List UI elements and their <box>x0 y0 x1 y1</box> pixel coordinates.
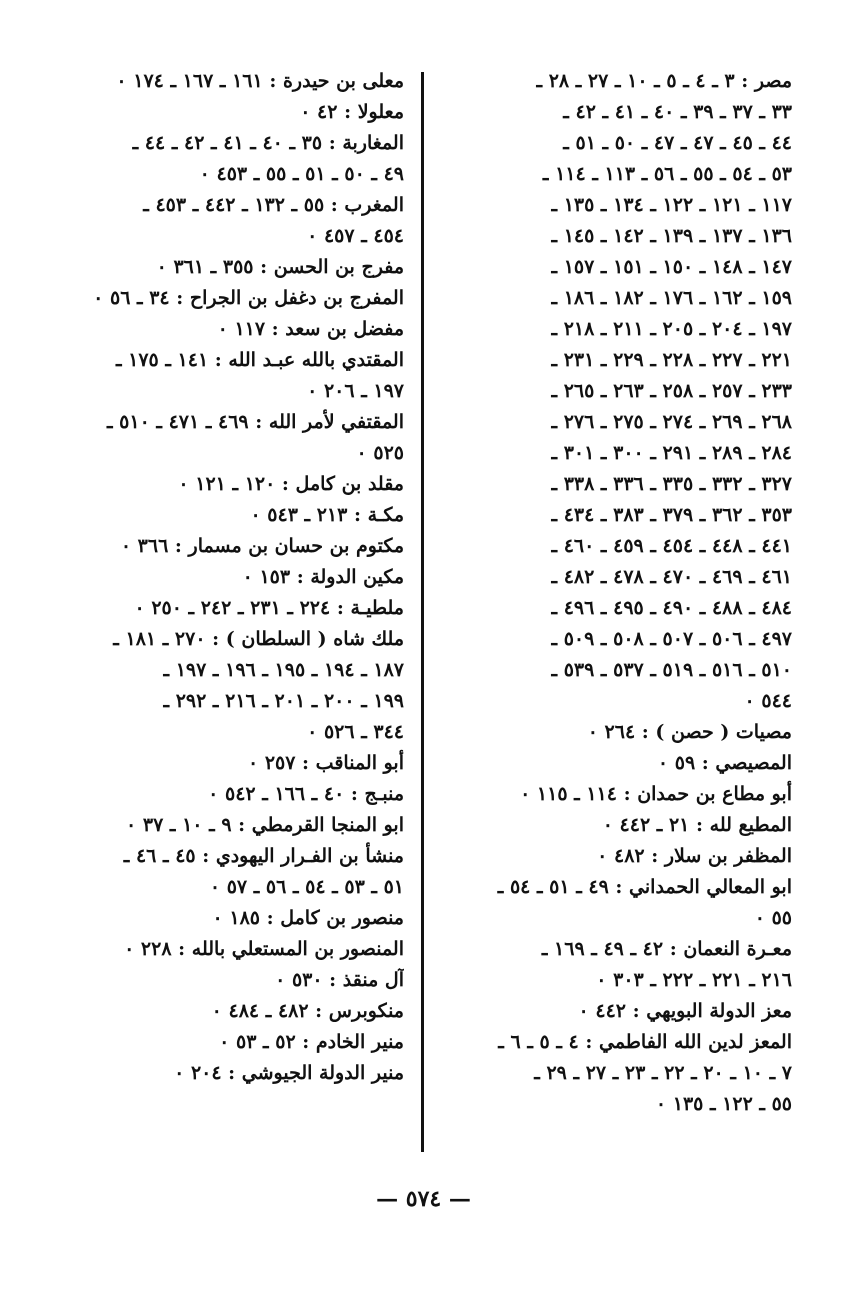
index-entry-line: ابو المعالي الحمداني : ٤٩ ـ ٥١ ـ ٥٤ ـ <box>497 876 792 898</box>
index-entry-line: مكين الدولة : ١٥٣ ٠ <box>242 566 404 588</box>
index-entry <box>48 190 404 252</box>
index-entry-line: منصور بن كامل : ١٨٥ ٠ <box>212 907 404 929</box>
index-entry <box>48 500 404 531</box>
index-entry <box>436 717 792 748</box>
index-entry <box>48 1027 404 1058</box>
index-entry <box>48 779 404 810</box>
index-entry-line: منير الدولة الجيوشي : ٢٠٤ ٠ <box>174 1062 404 1084</box>
index-entry <box>48 996 404 1027</box>
index-entry-line: مصر : ٣ ـ ٤ ـ ٥ ـ ١٠ ـ ٢٧ ـ ٢٨ ـ <box>536 70 792 92</box>
index-entry-line: مصيات ( حصن ) : ٢٦٤ ٠ <box>587 721 792 743</box>
index-entry <box>436 779 792 810</box>
index-entry-line: ٤٤١ ـ ٤٤٨ ـ ٤٥٤ ـ ٤٥٩ ـ ٤٦٠ ـ <box>551 535 792 557</box>
index-entry-line: أبو المناقب : ٢٥٧ ٠ <box>247 752 404 774</box>
index-entry-line: ١٤٧ ـ ١٤٨ ـ ١٥٠ ـ ١٥١ ـ ١٥٧ ـ <box>551 256 792 278</box>
index-entry-line: ٢٢١ ـ ٢٢٧ ـ ٢٢٨ ـ ٢٢٩ ـ ٢٣١ ـ <box>551 349 792 371</box>
index-entry <box>48 469 404 500</box>
index-entry <box>48 1058 404 1089</box>
index-entry-line: المقتفي لأمر الله : ٤٦٩ ـ ٤٧١ ـ ٥١٠ ـ <box>106 411 404 433</box>
index-entry-line: معـرة النعمان : ٤٢ ـ ٤٩ ـ ١٦٩ ـ <box>541 938 792 960</box>
index-entry <box>48 903 404 934</box>
index-entry <box>436 66 792 717</box>
index-entry-line: مكـة : ٢١٣ ـ ٥٤٣ ٠ <box>250 504 404 526</box>
index-entry-line: ١١٧ ـ ١٢١ ـ ١٢٢ ـ ١٣٤ ـ ١٣٥ ـ <box>551 194 792 216</box>
index-entry-line: مكتوم بن حسان بن مسمار : ٣٦٦ ٠ <box>120 535 404 557</box>
index-entry <box>48 97 404 128</box>
index-entry-line: المغرب : ٥٥ ـ ١٣٢ ـ ٤٤٢ ـ ٤٥٣ ـ <box>143 194 404 216</box>
index-column-left <box>48 66 404 1089</box>
index-entry-line: ٥٢٥ ٠ <box>356 442 404 464</box>
index-entry-line: آل منقذ : ٥٣٠ ٠ <box>275 969 404 991</box>
index-entry <box>48 314 404 345</box>
index-entry-line: ٢٨٤ ـ ٢٨٩ ـ ٢٩١ ـ ٣٠٠ ـ ٣٠١ ـ <box>551 442 792 464</box>
index-entry-line: ١٩٧ ـ ٢٠٤ ـ ٢٠٥ ـ ٢١١ ـ ٢١٨ ـ <box>551 318 792 340</box>
index-entry <box>48 128 404 190</box>
index-entry-line: المظفر بن سلار : ٤٨٢ ٠ <box>597 845 792 867</box>
index-entry-line: المغاربة : ٣٥ ـ ٤٠ ـ ٤١ ـ ٤٢ ـ ٤٤ ـ <box>132 132 404 154</box>
index-entry-line: ٥١٠ ـ ٥١٦ ـ ٥١٩ ـ ٥٣٧ ـ ٥٣٩ ـ <box>551 659 792 681</box>
index-entry-line: ملطيـة : ٢٢٤ ـ ٢٣١ ـ ٢٤٢ ـ ٢٥٠ ٠ <box>134 597 404 619</box>
index-entry <box>48 624 404 748</box>
index-entry-line: ٤٥٤ ـ ٤٥٧ ٠ <box>307 225 404 247</box>
index-entry-line: منبـج : ٤٠ ـ ١٦٦ ـ ٥٤٢ ٠ <box>208 783 404 805</box>
index-entry-line: المقتدي بالله عبـد الله : ١٤١ ـ ١٧٥ ـ <box>115 349 404 371</box>
index-entry-line: المعز لدين الله الفاطمي : ٤ ـ ٥ ـ ٦ ـ <box>498 1031 792 1053</box>
index-entry-line: ٥٥ ٠ <box>754 907 792 929</box>
index-entry-line: ٥٥ ـ ١٢٢ ـ ١٣٥ ٠ <box>655 1093 792 1115</box>
index-entry <box>436 996 792 1027</box>
index-entry <box>48 252 404 283</box>
index-entry-line: ٤٩ ـ ٥٠ ـ ٥١ ـ ٥٥ ـ ٤٥٣ ٠ <box>199 163 404 185</box>
index-entry <box>48 841 404 903</box>
index-entry <box>436 841 792 872</box>
index-entry-line: مقلد بن كامل : ١٢٠ ـ ١٢١ ٠ <box>178 473 404 495</box>
index-entry <box>48 965 404 996</box>
index-entry-line: المصيصي : ٥٩ ٠ <box>657 752 792 774</box>
index-entry <box>48 531 404 562</box>
index-entry-line: ملك شاه ( السلطان ) : ٢٧٠ ـ ١٨١ ـ <box>113 628 404 650</box>
index-entry-line: المفرج بن دغفل بن الجراح : ٣٤ ـ ٥٦ ٠ <box>93 287 404 309</box>
index-entry-line: معلى بن حيدرة : ١٦١ ـ ١٦٧ ـ ١٧٤ ٠ <box>116 70 404 92</box>
index-entry <box>436 1027 792 1120</box>
index-entry <box>48 748 404 779</box>
index-entry <box>436 934 792 996</box>
index-entry-line: ٧ ـ ١٠ ـ ٢٠ ـ ٢٢ ـ ٢٣ ـ ٢٧ ـ ٢٩ ـ <box>534 1062 792 1084</box>
index-entry-line: ٥١ ـ ٥٣ ـ ٥٤ ـ ٥٦ ـ ٥٧ ٠ <box>209 876 404 898</box>
index-entry <box>48 283 404 314</box>
index-entry-line: معز الدولة البويهي : ٤٤٢ ٠ <box>578 1000 792 1022</box>
index-entry-line: ٣٤٤ ـ ٥٢٦ ٠ <box>307 721 404 743</box>
index-entry-line: ٤٦١ ـ ٤٦٩ ـ ٤٧٠ ـ ٤٧٨ ـ ٤٨٢ ـ <box>551 566 792 588</box>
index-entry-line: المطيع لله : ٢١ ـ ٤٤٢ ٠ <box>602 814 792 836</box>
index-entry-line: منشأ بن الفـرار اليهودي : ٤٥ ـ ٤٦ ـ <box>123 845 404 867</box>
index-entry <box>48 407 404 469</box>
index-entry <box>436 748 792 779</box>
index-entry-line: ٥٣ ـ ٥٤ ـ ٥٥ ـ ٥٦ ـ ١١٣ ـ ١١٤ ـ <box>542 163 792 185</box>
page-number: — ٥٧٤ — <box>376 1186 471 1212</box>
index-entry-line: منير الخادم : ٥٢ ـ ٥٣ ٠ <box>219 1031 404 1053</box>
index-entry-line: ٣٣ ـ ٣٧ ـ ٣٩ ـ ٤٠ ـ ٤١ ـ ٤٢ ـ <box>563 101 792 123</box>
index-entry <box>48 593 404 624</box>
index-entry-line: مفرج بن الحسن : ٣٥٥ ـ ٣٦١ ٠ <box>156 256 404 278</box>
index-entry <box>48 562 404 593</box>
index-entry-line: أبو مطاع بن حمدان : ١١٤ ـ ١١٥ ٠ <box>520 783 792 805</box>
index-entry-line: ١٩٩ ـ ٢٠٠ ـ ٢٠١ ـ ٢١٦ ـ ٢٩٢ ـ <box>163 690 404 712</box>
index-entry <box>48 66 404 97</box>
index-entry-line: ٤٩٧ ـ ٥٠٦ ـ ٥٠٧ ـ ٥٠٨ ـ ٥٠٩ ـ <box>551 628 792 650</box>
index-entry-line: ٥٤٤ ٠ <box>744 690 792 712</box>
index-entry-line: ٢١٦ ـ ٢٢١ ـ ٢٢٢ ـ ٣٠٣ ٠ <box>596 969 792 991</box>
index-entry <box>436 872 792 934</box>
column-divider <box>421 72 424 1152</box>
index-entry-line: ٣٥٣ ـ ٣٦٢ ـ ٣٧٩ ـ ٣٨٣ ـ ٤٣٤ ـ <box>551 504 792 526</box>
index-entry-line: المنصور بن المستعلي بالله : ٢٢٨ ٠ <box>124 938 404 960</box>
index-column-right <box>436 66 792 1120</box>
index-entry-line: ٢٣٣ ـ ٢٥٧ ـ ٢٥٨ ـ ٢٦٣ ـ ٢٦٥ ـ <box>551 380 792 402</box>
index-entry-line: ٢٦٨ ـ ٢٦٩ ـ ٢٧٤ ـ ٢٧٥ ـ ٢٧٦ ـ <box>551 411 792 433</box>
index-entry <box>48 345 404 407</box>
index-entry-line: ١٣٦ ـ ١٣٧ ـ ١٣٩ ـ ١٤٢ ـ ١٤٥ ـ <box>551 225 792 247</box>
index-entry-line: ٣٢٧ ـ ٣٣٢ ـ ٣٣٥ ـ ٣٣٦ ـ ٣٣٨ ـ <box>551 473 792 495</box>
index-entry-line: ١٩٧ ـ ٢٠٦ ٠ <box>307 380 404 402</box>
index-entry <box>48 934 404 965</box>
index-entry-line: منكوبرس : ٤٨٢ ـ ٤٨٤ ٠ <box>211 1000 404 1022</box>
index-entry-line: ابو المنجا القرمطي : ٩ ـ ١٠ ـ ٣٧ ٠ <box>126 814 404 836</box>
index-entry-line: معلولا : ٤٢ ٠ <box>300 101 404 123</box>
index-entry-line: ١٨٧ ـ ١٩٤ ـ ١٩٥ ـ ١٩٦ ـ ١٩٧ ـ <box>163 659 404 681</box>
index-entry-line: مفضل بن سعد : ١١٧ ٠ <box>217 318 404 340</box>
index-entry-line: ١٥٩ ـ ١٦٢ ـ ١٧٦ ـ ١٨٢ ـ ١٨٦ ـ <box>551 287 792 309</box>
index-entry <box>436 810 792 841</box>
index-entry <box>48 810 404 841</box>
index-entry-line: ٤٨٤ ـ ٤٨٨ ـ ٤٩٠ ـ ٤٩٥ ـ ٤٩٦ ـ <box>551 597 792 619</box>
index-entry-line: ٤٤ ـ ٤٥ ـ ٤٧ ـ ٤٧ ـ ٥٠ ـ ٥١ ـ <box>563 132 792 154</box>
